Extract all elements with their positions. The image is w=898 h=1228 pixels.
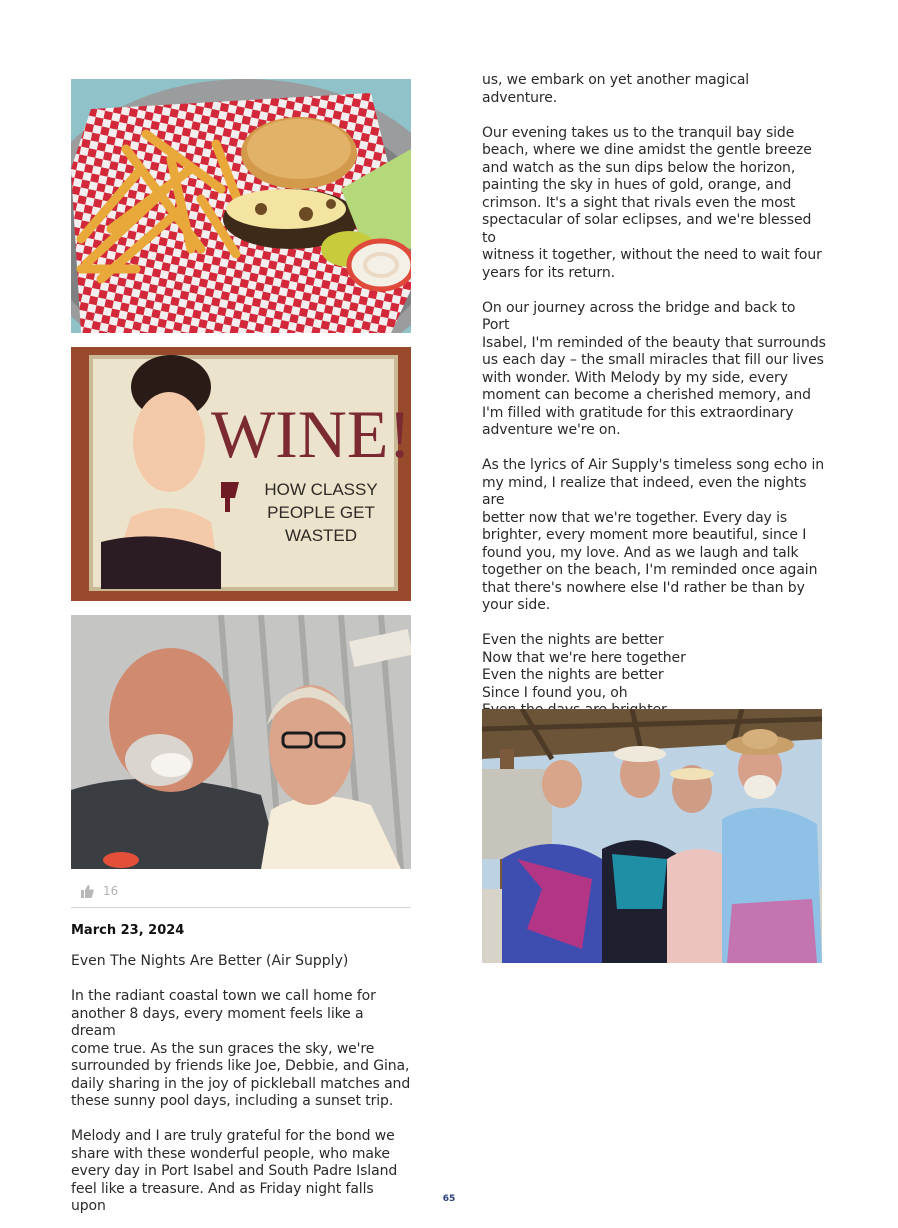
text-line: come true. As the sun graces the sky, we're: [71, 1040, 375, 1057]
page-number: 65: [442, 1194, 456, 1204]
text-line: better now that we're together. Every day is: [482, 509, 788, 526]
text-line: these sunny pool days, including a sunset trip.: [71, 1093, 394, 1109]
text-line: daily sharing in the joy of pickleball matches and: [71, 1075, 411, 1092]
text-line: feel like a treasure. And as Friday night falls upon: [71, 1180, 374, 1214]
group-photo: [482, 709, 822, 963]
sign-line-2: PEOPLE GET: [267, 503, 375, 522]
text-line: us each day – the small miracles that fill our lives: [482, 352, 824, 368]
text-line: share with these wonderful people, who make: [71, 1145, 390, 1162]
thumbs-up-icon[interactable]: [80, 884, 94, 898]
text-line: and watch as the sun dips below the horizon,: [482, 159, 796, 176]
like-count: 16: [103, 884, 119, 898]
post-title: Even The Nights Are Better (Air Supply): [71, 953, 349, 969]
text-line: your side.: [482, 597, 551, 613]
text-line: moment can become a cherished memory, and: [482, 387, 811, 403]
text-line: I'm filled with gratitude for this extraordinary: [482, 404, 794, 421]
text-line: On our journey across the bridge and back to Port: [482, 299, 796, 333]
text-line: brighter, every moment more beautiful, since I: [482, 527, 807, 543]
text-line: Isabel, I'm reminded of the beauty that surrounds: [482, 334, 826, 351]
text-line: my mind, I realize that indeed, even the nights are: [482, 474, 807, 508]
divider: [71, 907, 411, 908]
text-line: crimson. It's a sight that rivals even the most: [482, 194, 796, 211]
lyric-line: Even the nights are better: [482, 667, 664, 683]
sign-line-3: WASTED: [284, 526, 358, 545]
text-line: every day in Port Isabel and South Padre Island: [71, 1163, 398, 1179]
text-line: together on the beach, I'm reminded once again: [482, 562, 818, 578]
lyric-line: Now that we're here together: [482, 649, 686, 666]
lyric-line: Since I found you, oh: [482, 684, 628, 701]
text-line: Melody and I are truly grateful for the bond we: [71, 1128, 395, 1144]
text-line: witness it together, without the need to wait four: [482, 247, 822, 263]
text-line: In the radiant coastal town we call home for: [71, 988, 376, 1004]
text-line: beach, where we dine amidst the gentle breeze: [482, 142, 812, 158]
wine-sign-photo: [71, 347, 411, 601]
post-date: March 23, 2024: [71, 923, 185, 938]
text-line: As the lyrics of Air Supply's timeless song echo in: [482, 457, 825, 473]
lyric-line: Even the nights are better: [482, 632, 664, 648]
sign-line-1: HOW CLASSY: [264, 480, 378, 499]
text-line: that there's nowhere else I'd rather be than by: [482, 579, 805, 596]
text-line: spectacular of solar eclipses, and we're blessed to: [482, 212, 812, 246]
burger-fries-photo: [71, 79, 411, 333]
text-line: us, we embark on yet another magical adventure.: [482, 72, 750, 106]
left-column-text: [71, 988, 411, 1216]
text-line: adventure we're on.: [482, 422, 621, 438]
sign-headline: WINE!: [210, 396, 411, 472]
text-line: with wonder. With Melody by my side, every: [482, 369, 788, 386]
selfie-photo: [71, 615, 411, 869]
right-column-text: [482, 72, 827, 772]
text-line: Our evening takes us to the tranquil bay side: [482, 124, 795, 141]
text-line: painting the sky in hues of gold, orange, and: [482, 177, 792, 193]
text-line: years for its return.: [482, 264, 615, 281]
text-line: surrounded by friends like Joe, Debbie, and Gina,: [71, 1058, 410, 1074]
likes-row: [80, 882, 118, 900]
text-line: found you, my love. And as we laugh and talk: [482, 544, 799, 561]
text-line: another 8 days, every moment feels like a dream: [71, 1005, 364, 1039]
